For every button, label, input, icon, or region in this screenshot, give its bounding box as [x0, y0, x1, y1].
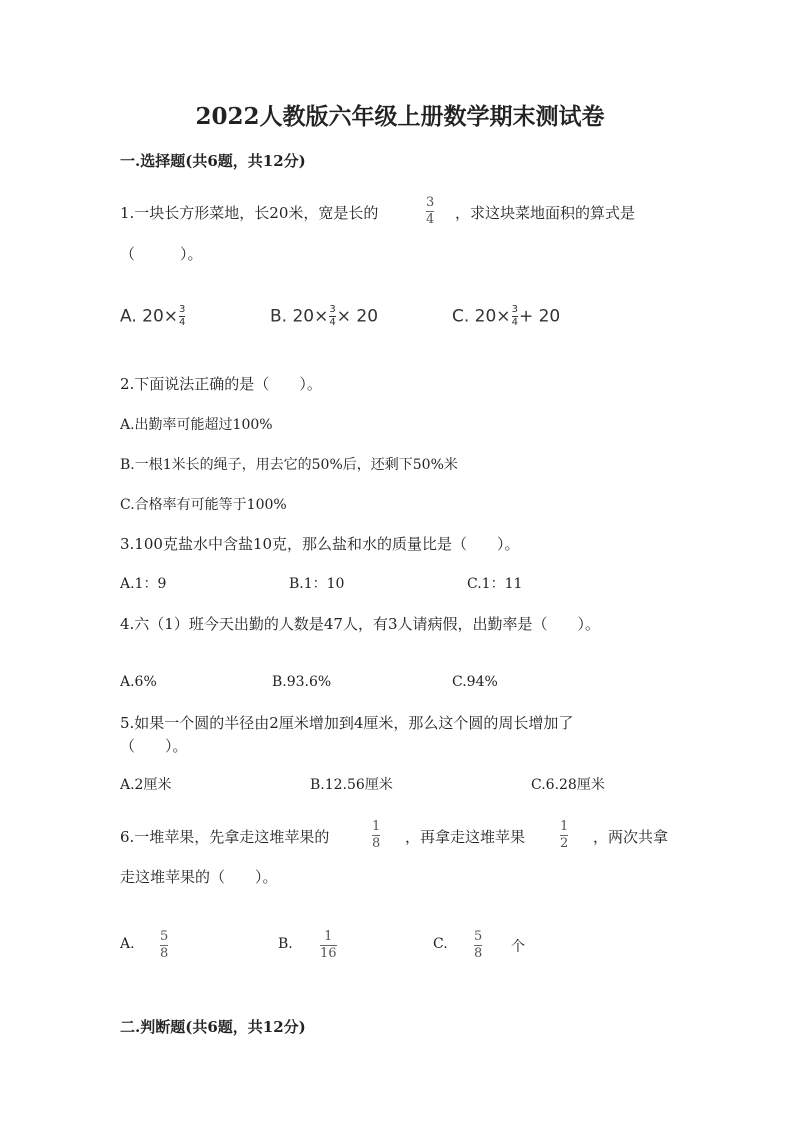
q1-option-c-prefix: C. 20× [452, 306, 511, 327]
q3-stem: 3.100克盐水中含盐10克，那么盐和水的质量比是（ ）。 [120, 535, 520, 553]
q1-fraction-den: 4 [426, 212, 435, 227]
q1-option-c-fraction [512, 305, 518, 328]
q5-option-c: C.6.28厘米 [531, 777, 605, 793]
fraction-den: 8 [474, 946, 483, 961]
q6-option-b-label: B. [278, 936, 293, 952]
q6-option-c-label: C. [433, 936, 448, 952]
fraction-den: 4 [511, 317, 518, 328]
q6-option-b-fraction [320, 930, 337, 961]
q3-option-a: A.1：9 [120, 576, 167, 592]
q6-option-a-label: A. [120, 936, 135, 952]
fraction-num: 3 [511, 304, 518, 315]
q5-stem-line2: （ ）。 [120, 737, 188, 755]
q1-fraction-num: 3 [426, 195, 435, 210]
fraction-num: 3 [329, 304, 336, 315]
fraction-den: 8 [160, 946, 169, 961]
fraction-den: 4 [329, 317, 336, 328]
q1-option-a-prefix: A. 20× [120, 306, 179, 327]
q1-option-b-suffix: × 20 [336, 306, 379, 327]
section-2-heading: 二.判断题(共6题，共12分) [120, 1018, 306, 1036]
q4-stem: 4.六（1）班今天出勤的人数是47人，有3人请病假，出勤率是（ ）。 [120, 615, 600, 633]
q6-fraction-1 [372, 820, 380, 851]
q5-option-a: A.2厘米 [120, 777, 172, 793]
q3-option-b: B.1：10 [289, 576, 345, 592]
fraction-num: 1 [324, 929, 333, 944]
q2-option-b: B.一根1米长的绳子，用去它的50%后，还剩下50%米 [120, 457, 458, 473]
q3-option-c: C.1：11 [467, 576, 523, 592]
q2-stem: 2.下面说法正确的是（ ）。 [120, 375, 322, 393]
fraction-den: 2 [560, 836, 569, 851]
fraction-num: 5 [474, 929, 483, 944]
q6-stem-line2: 走这堆苹果的（ ）。 [120, 868, 278, 886]
q2-option-c: C.合格率有可能等于100% [120, 497, 287, 513]
q6-option-c-fraction [474, 930, 482, 961]
q1-option-b [270, 305, 378, 328]
q1-stem-b: ，求这块菜地面积的算式是 [455, 204, 636, 222]
q1-fraction [426, 196, 434, 227]
q1-blank: （ ）。 [120, 245, 203, 263]
q5-option-b: B.12.56厘米 [310, 777, 393, 793]
fraction-num: 1 [372, 819, 381, 834]
q6-stem-b: ，再拿走这堆苹果 [405, 828, 526, 846]
q6-fraction-2 [560, 820, 568, 851]
fraction-den: 8 [372, 836, 381, 851]
q6-option-a-fraction [160, 930, 168, 961]
q4-option-b: B.93.6% [272, 674, 332, 690]
page-title: 2022人教版六年级上册数学期末测试卷 [195, 103, 605, 130]
q1-option-c [452, 305, 560, 328]
q1-stem-a: 1.一块长方形菜地，长20米，宽是长的 [120, 204, 379, 222]
section-1-heading: 一.选择题(共6题，共12分) [120, 152, 306, 170]
q6-stem-c: ，两次共拿 [593, 828, 669, 846]
q1-option-a [120, 305, 186, 328]
q6-option-c-suffix: 个 [511, 939, 525, 955]
q6-stem-a: 6.一堆苹果，先拿走这堆苹果的 [120, 828, 330, 846]
q1-option-b-prefix: B. 20× [270, 306, 329, 327]
fraction-num: 5 [160, 929, 169, 944]
q4-option-a: A.6% [120, 674, 157, 690]
fraction-den: 16 [320, 946, 337, 961]
q5-stem-line1: 5.如果一个圆的半径由2厘米增加到4厘米，那么这个圆的周长增加了 [120, 714, 574, 732]
q1-option-b-fraction [329, 305, 335, 328]
q4-option-c: C.94% [452, 674, 498, 690]
fraction-num: 1 [560, 819, 569, 834]
fraction-den: 4 [179, 317, 186, 328]
q1-option-a-fraction [179, 305, 185, 328]
q1-option-c-suffix: + 20 [518, 306, 561, 327]
fraction-num: 3 [179, 304, 186, 315]
q2-option-a: A.出勤率可能超过100% [120, 417, 273, 433]
